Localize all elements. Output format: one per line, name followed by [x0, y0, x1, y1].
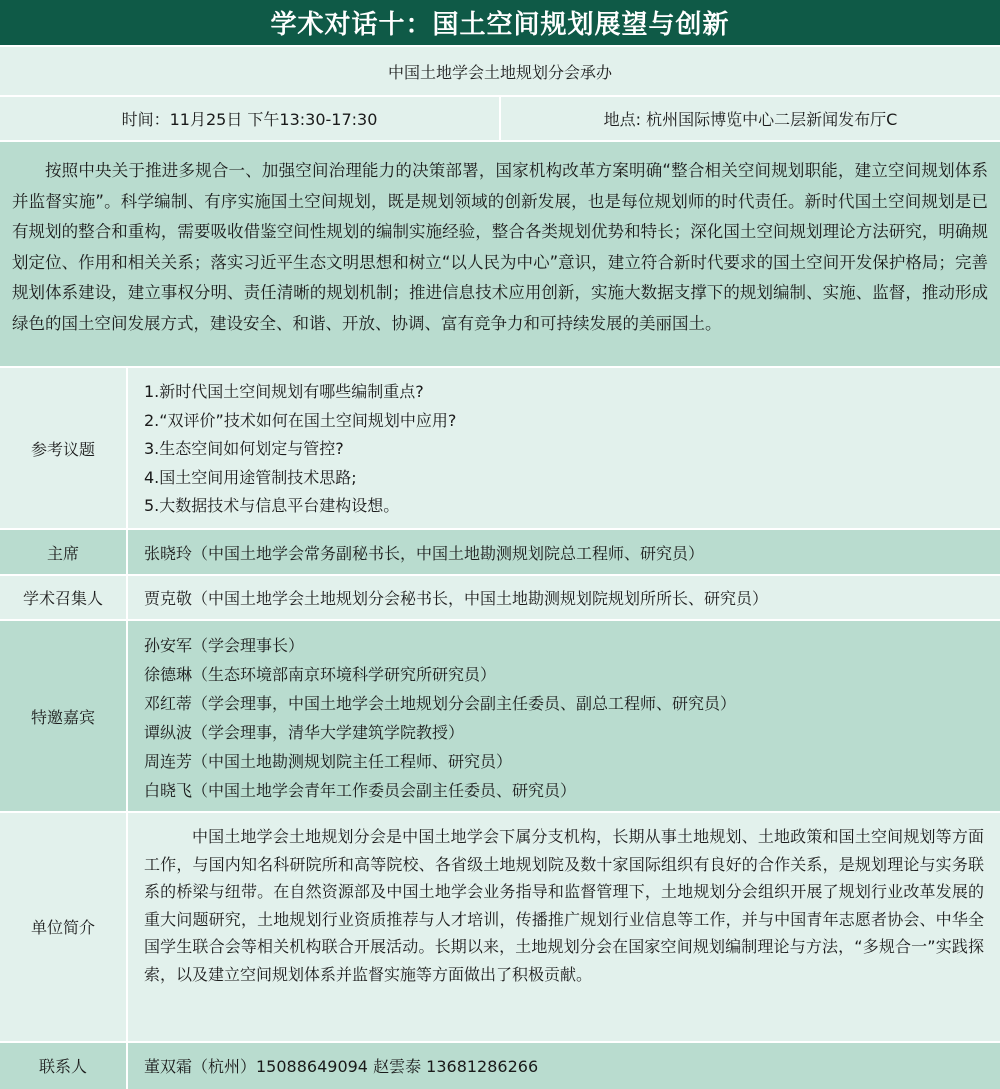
topic-item: 3.生态空间如何划定与管控?: [144, 439, 344, 459]
guest-item: 邓红蒂（学会理事，中国土地学会土地规划分会副主任委员、副总工程师、研究员）: [144, 694, 737, 714]
guest-item: 孙安军（学会理事长）: [144, 636, 305, 656]
convener-value: 贾克敬（中国土地学会土地规划分会秘书长，中国土地勘测规划院规划所所长、研究员）: [144, 589, 769, 609]
topics-list: [128, 368, 1000, 528]
guests-row: [0, 619, 1000, 811]
convener-row: [0, 574, 1000, 620]
time-cell: 时间：11月25日 下午13:30-17:30: [0, 97, 501, 141]
contact-label: 联系人: [0, 1043, 128, 1089]
topics-row: [0, 366, 1000, 528]
convener-label: 学术召集人: [0, 576, 128, 620]
chair-value: 张晓玲（中国土地学会常务副秘书长，中国土地勘测规划院总工程师、研究员）: [144, 543, 705, 563]
organizer-line: 中国土地学会土地规划分会承办: [0, 45, 1000, 94]
unit-label: 单位简介: [0, 813, 128, 1040]
chair-row: [0, 528, 1000, 574]
topic-item: 4.国土空间用途管制技术思路;: [144, 467, 357, 487]
guest-item: 徐德琳（生态环境部南京环境科学研究所研究员）: [144, 665, 497, 685]
contact-value: 董双霜（杭州）15088649094 赵雲泰 13681286266: [144, 1057, 539, 1077]
topics-label: 参考议题: [0, 368, 128, 528]
chair-label: 主席: [0, 530, 128, 574]
page-title: 学术对话十：国土空间规划展望与创新: [0, 0, 1000, 45]
unit-row: [0, 811, 1000, 1040]
guests-label: 特邀嘉宾: [0, 621, 128, 811]
intro-paragraph: 按照中央关于推进多规合一、加强空间治理能力的决策部署，国家机构改革方案明确“整合相关空间规划职能，建立空间规划体系并监督实施”。科学编制、有序实施国土空间规划，既是规划领域的创新发展，也是每位规划师的时代责任。新时代国土空间规划是已有规划的整合和重构，需要吸收借鉴空间性规划的编制实施经验，整合各类规划优势和特长；深化国土空间规划理论方法研究，明确规划定位、作用和相关关系；落实习近平生态文明思想和树立“以人民为中心”意识，建立符合新时代要求的国土空间开发保护格局；完善规划体系建设，建立事权分明、责任清晰的规划机制；推进信息技术应用创新，实施大数据支撑下的规划编制、实施、监督，推动形成绿色的国土空间发展方式，建设安全、和谐、开放、协调、富有竞争力和可持续发展的美丽国土。: [0, 140, 1000, 366]
time-place-row: [0, 95, 1000, 141]
topic-item: 2.“双评价”技术如何在国土空间规划中应用?: [144, 410, 457, 430]
unit-description: 中国土地学会土地规划分会是中国土地学会下属分支机构，长期从事土地规划、土地政策和国土空间规划等方面工作，与国内知名科研院所和高等院校、各省级土地规划院及数十家国际组织有良好的合作关系，是规划理论与实务联系的桥梁与纽带。在自然资源部及中国土地学会业务指导和监督管理下，土地规划分会组织开展了规划行业改革发展的重大问题研究，土地规划行业资质推荐与人才培训，传播推广规划行业信息等工作，并与中国青年志愿者协会、中华全国学生联合会等相关机构联合开展活动。长期以来，土地规划分会在国家空间规划编制理论与方法，“多规合一”实践探索，以及建立空间规划体系并监督实施等方面做出了积极贡献。: [144, 827, 984, 984]
guest-item: 周连芳（中国土地勘测规划院主任工程师、研究员）: [144, 752, 513, 772]
guest-item: 谭纵波（学会理事，清华大学建筑学院教授）: [144, 723, 465, 743]
guest-item: 白晓飞（中国土地学会青年工作委员会副主任委员、研究员）: [144, 781, 577, 801]
topic-item: 1.新时代国土空间规划有哪些编制重点?: [144, 382, 424, 402]
place-cell: 地点: 杭州国际博览中心二层新闻发布厅C: [603, 110, 898, 130]
contact-row: [0, 1041, 1000, 1089]
guests-list: [128, 621, 1000, 811]
topic-item: 5.大数据技术与信息平台建构设想。: [144, 496, 400, 516]
